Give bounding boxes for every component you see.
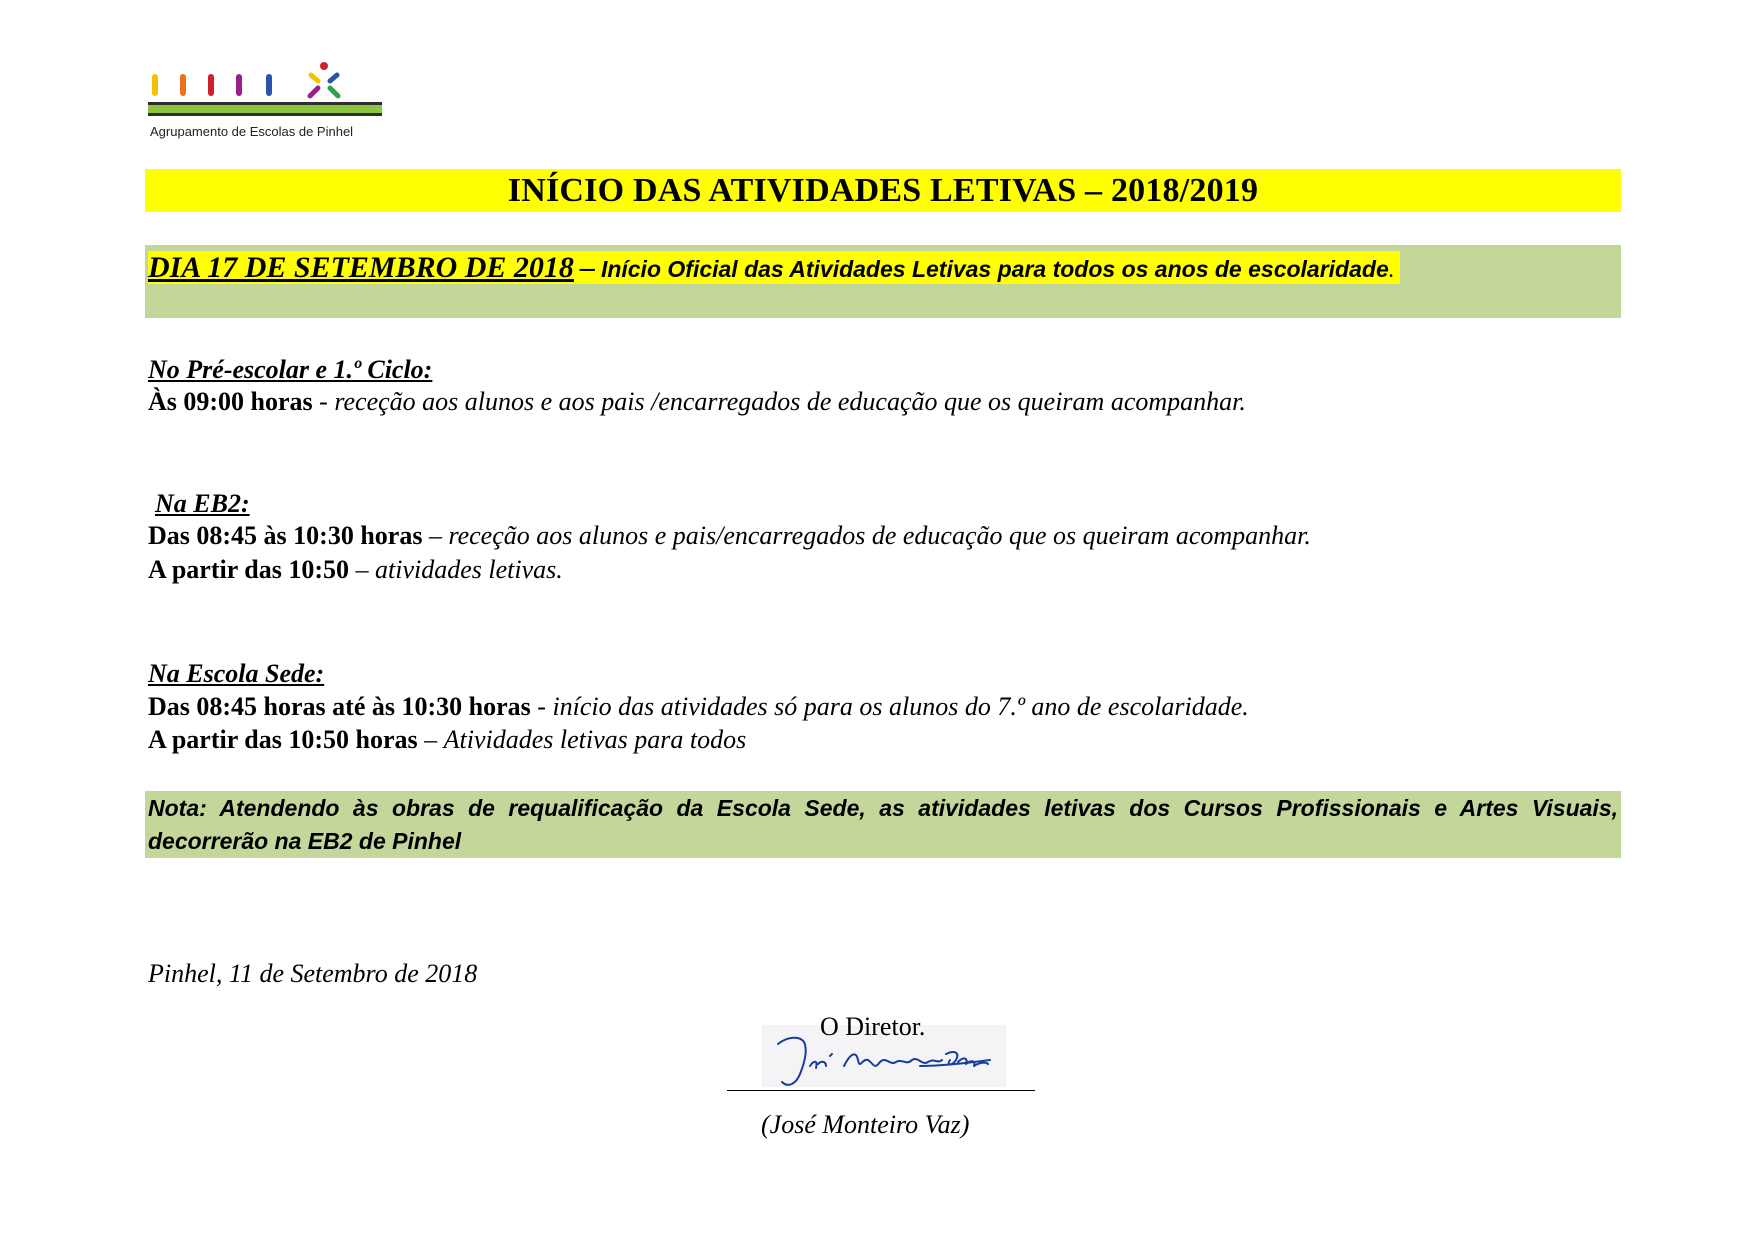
schedule-description: início das atividades só para os alunos do 7.º ano de escolaridade. [552, 692, 1249, 721]
schedule-description: receção aos alunos e pais/encarregados de educação que os queiram acompanhar. [448, 521, 1311, 550]
start-date-description: Início Oficial das Atividades Letivas para todos os anos de escolaridade [600, 256, 1389, 282]
note-band [145, 791, 1621, 858]
schedule-separator: – [349, 555, 376, 584]
schedule-separator: - [530, 692, 553, 721]
document-title: INÍCIO DAS ATIVIDADES LETIVAS – 2018/2019 [507, 171, 1259, 209]
director-title: O Diretor. [820, 1012, 926, 1041]
date-dash: – [579, 251, 595, 284]
section-heading-escola-sede: Na Escola Sede: [148, 659, 325, 688]
schedule-separator: – [422, 521, 449, 550]
schedule-description: atividades letivas. [375, 555, 563, 584]
schedule-line [148, 555, 563, 585]
schedule-time: Das 08:45 horas até às 10:30 horas [148, 692, 531, 721]
date-banner [145, 245, 1621, 318]
schedule-line [148, 521, 1311, 551]
handwritten-signature [770, 1030, 1000, 1090]
schedule-time: Das 08:45 às 10:30 horas [148, 521, 423, 550]
schedule-description: receção aos alunos e aos pais /encarregados de educação que os queiram acompanhar. [334, 387, 1246, 416]
schedule-separator: – [417, 725, 444, 754]
section-heading-eb2: Na EB2: [155, 489, 250, 518]
date-period: . [1388, 257, 1395, 282]
note-text: Nota: Atendendo às obras de requalificação da Escola Sede, as atividades letivas dos Cursos Profissionais e Artes Visuais, decorrerão na EB2 de Pinhel [148, 795, 1618, 854]
section-heading-pre-escolar: No Pré-escolar e 1.º Ciclo: [148, 355, 433, 384]
schedule-time: A partir das 10:50 horas [148, 725, 418, 754]
schedule-line [148, 387, 1246, 417]
schedule-description: Atividades letivas para todos [443, 725, 747, 754]
signature-line [727, 1090, 1035, 1091]
title-band [145, 169, 1621, 212]
schedule-line [148, 692, 1249, 722]
date-line [148, 251, 1400, 284]
start-date: DIA 17 DE SETEMBRO DE 2018 [148, 251, 574, 284]
schedule-time: A partir das 10:50 [148, 555, 350, 584]
logo-caption: Agrupamento de Escolas de Pinhel [150, 124, 354, 139]
schedule-time: Às 09:00 horas [148, 387, 313, 416]
schedule-line [148, 725, 746, 755]
schedule-separator: - [312, 387, 335, 416]
place-date: Pinhel, 11 de Setembro de 2018 [148, 959, 478, 988]
director-name: (José Monteiro Vaz) [761, 1110, 970, 1139]
